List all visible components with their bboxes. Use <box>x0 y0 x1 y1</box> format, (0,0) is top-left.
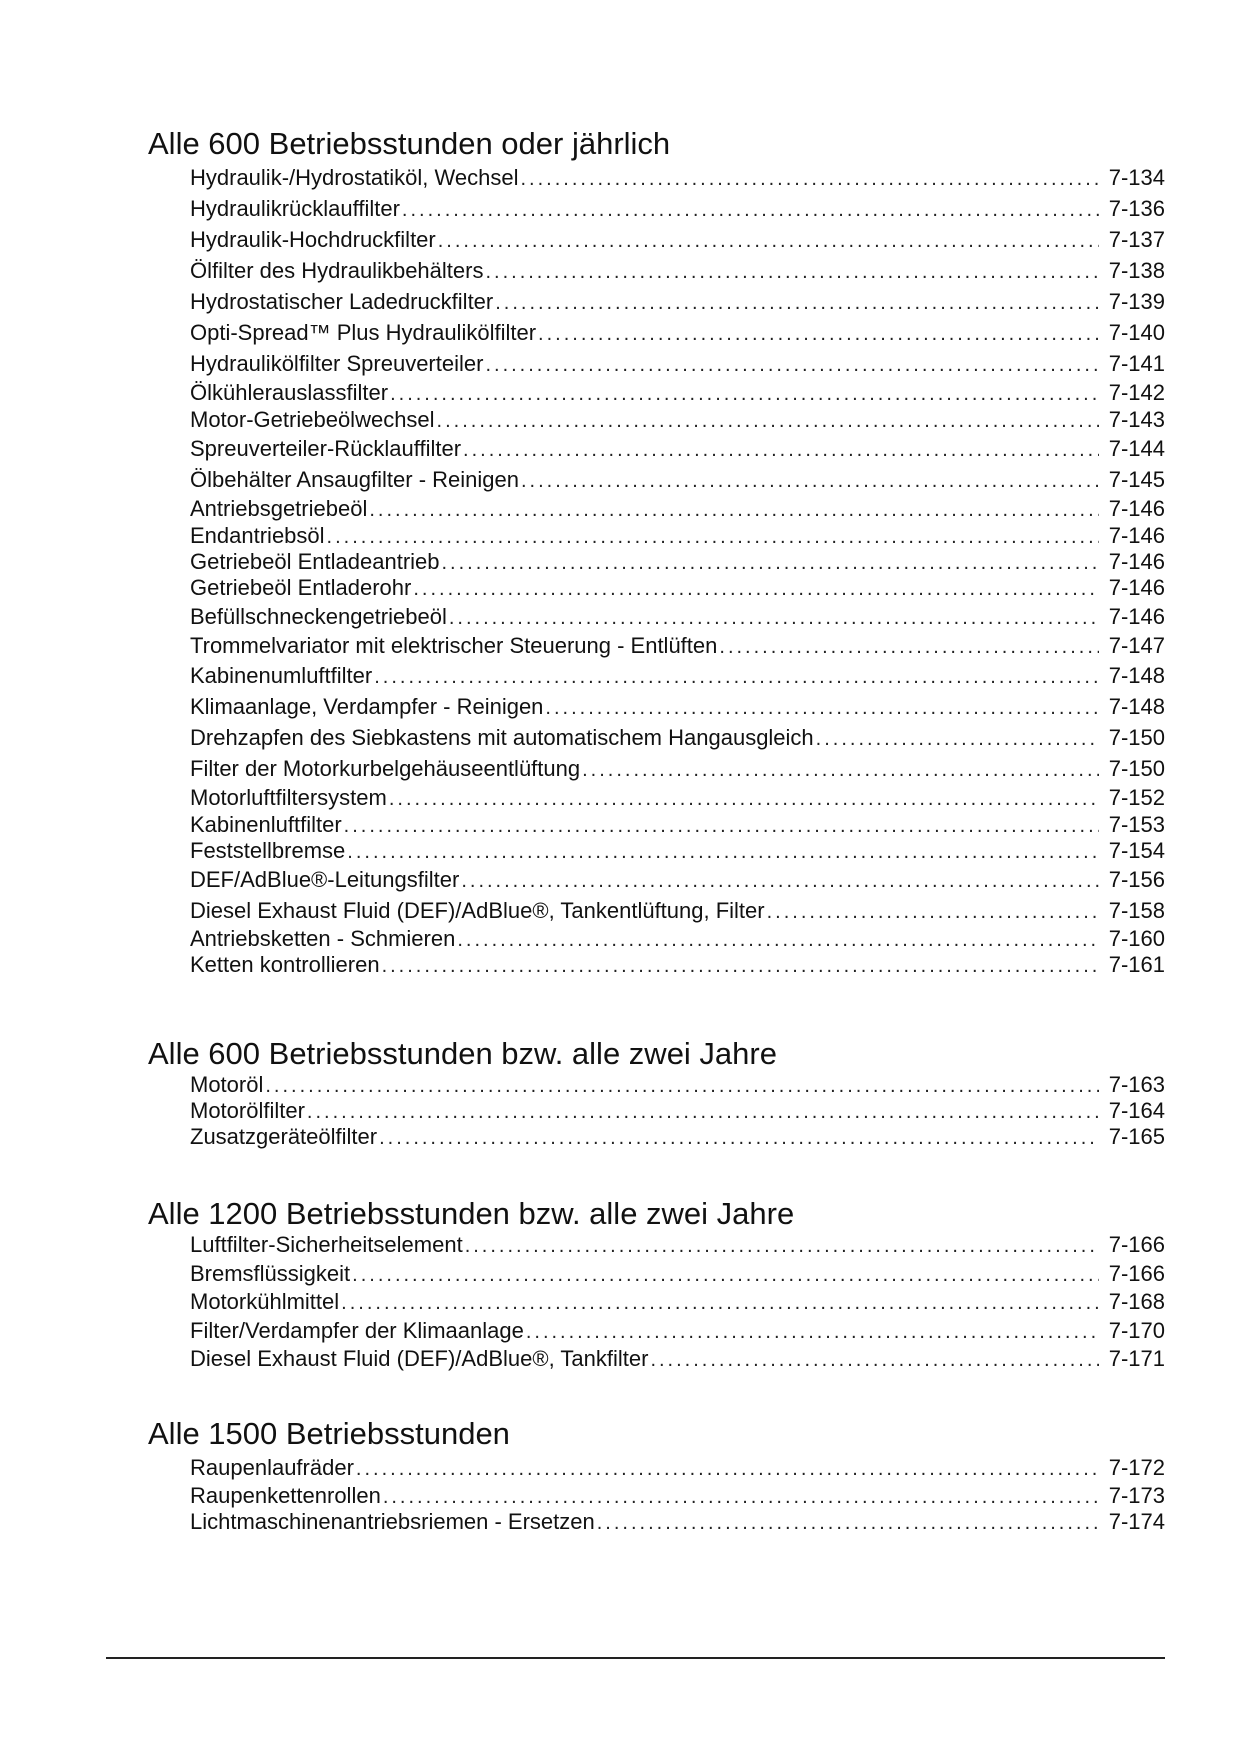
toc-entry[interactable] <box>190 1289 1165 1315</box>
toc-entry-page-number: 7-166 <box>1108 1232 1165 1257</box>
toc-entry[interactable] <box>190 660 1165 691</box>
toc-entry-page-number: 7-173 <box>1108 1483 1165 1508</box>
toc-entry-title: Hydraulikrücklauffilter <box>190 196 400 221</box>
toc-entry[interactable] <box>190 317 1165 348</box>
dot-leader <box>402 195 1099 226</box>
dot-leader <box>767 897 1099 928</box>
toc-entry-page-number: 7-171 <box>1108 1346 1165 1371</box>
toc-entry-title: DEF/AdBlue®-Leitungsfilter <box>190 867 460 892</box>
toc-entry[interactable] <box>190 407 1165 433</box>
toc-entry[interactable] <box>190 1232 1165 1258</box>
toc-entry-page-number: 7-163 <box>1108 1072 1165 1097</box>
toc-entry-title: Ölkühlerauslassfilter <box>190 380 389 405</box>
toc-entry[interactable] <box>190 255 1165 286</box>
toc-entry-page-number: 7-152 <box>1108 785 1165 810</box>
dot-leader <box>374 662 1099 693</box>
toc-entry[interactable] <box>190 224 1165 255</box>
dot-leader <box>389 785 1099 813</box>
toc-entry-page-number: 7-139 <box>1108 289 1165 314</box>
toc-list <box>148 1232 1165 1372</box>
toc-entry-title: Raupenkettenrollen <box>190 1483 381 1508</box>
dot-leader <box>538 319 1099 350</box>
toc-entry-page-number: 7-142 <box>1108 380 1165 405</box>
toc-entry-page-number: 7-154 <box>1108 838 1165 863</box>
dot-leader <box>352 1260 1099 1291</box>
toc-entry[interactable] <box>190 1315 1165 1346</box>
toc-entry-page-number: 7-174 <box>1108 1509 1165 1534</box>
toc-entry[interactable] <box>190 1098 1165 1124</box>
toc-entry-page-number: 7-145 <box>1108 467 1165 492</box>
toc-entry-page-number: 7-166 <box>1108 1261 1165 1286</box>
dot-leader <box>341 1290 1099 1316</box>
toc-entry[interactable] <box>190 433 1165 464</box>
toc-section-600h-yearly <box>148 126 1165 978</box>
toc-entry[interactable] <box>190 1124 1165 1150</box>
dot-leader <box>461 866 1099 897</box>
toc-section-600h-two-years <box>148 1036 1165 1150</box>
toc-section-1500h <box>148 1416 1165 1535</box>
toc-entry-page-number: 7-161 <box>1108 952 1165 977</box>
toc-entry-page-number: 7-146 <box>1108 496 1165 521</box>
toc-entry[interactable] <box>190 1483 1165 1509</box>
toc-entry-page-number: 7-137 <box>1108 227 1165 252</box>
dot-leader <box>545 693 1099 724</box>
toc-list <box>148 1072 1165 1150</box>
dot-leader <box>650 1347 1099 1373</box>
toc-entry-page-number: 7-147 <box>1108 633 1165 658</box>
dot-leader <box>369 496 1099 524</box>
toc-entry-page-number: 7-165 <box>1108 1124 1165 1149</box>
toc-entry-title: Opti-Spread™ Plus Hydraulikölfilter <box>190 320 537 345</box>
dot-leader <box>582 755 1099 786</box>
toc-entry-title: Motorölfilter <box>190 1098 305 1123</box>
toc-entry[interactable] <box>190 895 1165 926</box>
section-heading: Alle 600 Betriebsstunden oder jährlich <box>148 126 671 161</box>
toc-entry-page-number: 7-164 <box>1108 1098 1165 1123</box>
dot-leader <box>495 288 1099 319</box>
dot-leader <box>816 724 1099 755</box>
toc-entry[interactable] <box>190 286 1165 317</box>
dot-leader <box>520 164 1099 195</box>
toc-entry-title: Drehzapfen des Siebkastens mit automatischem Hangausgleich <box>190 725 814 750</box>
toc-entry-page-number: 7-141 <box>1108 351 1165 376</box>
dot-leader <box>307 1099 1099 1125</box>
dot-leader <box>465 1233 1099 1259</box>
toc-entry-page-number: 7-168 <box>1108 1289 1165 1314</box>
toc-entry-title: Hydrostatischer Ladedruckfilter <box>190 289 494 314</box>
toc-entry-page-number: 7-170 <box>1108 1318 1165 1343</box>
toc-entry-title: Motor-Getriebeölwechsel <box>190 407 435 432</box>
toc-entry[interactable] <box>190 1072 1165 1098</box>
toc-entry-title: Motoröl <box>190 1072 264 1097</box>
toc-entry[interactable] <box>190 601 1165 632</box>
dot-leader <box>526 1317 1099 1348</box>
dot-leader <box>485 350 1099 381</box>
dot-leader <box>719 633 1099 661</box>
toc-entry-title: Lichtmaschinenantriebsriemen - Ersetzen <box>190 1509 595 1534</box>
toc-entry[interactable] <box>190 523 1165 549</box>
toc-entry-title: Befüllschneckengetriebeöl <box>190 604 447 629</box>
toc-entry-title: Raupenlaufräder <box>190 1455 354 1480</box>
dot-leader <box>327 524 1099 550</box>
toc-entry-page-number: 7-156 <box>1108 867 1165 892</box>
toc-entry-page-number: 7-146 <box>1108 575 1165 600</box>
toc-entry-page-number: 7-146 <box>1108 523 1165 548</box>
toc-entry[interactable] <box>190 193 1165 224</box>
toc-entry-page-number: 7-172 <box>1108 1455 1165 1480</box>
toc-entry-title: Getriebeöl Entladerohr <box>190 575 412 600</box>
dot-leader <box>356 1454 1099 1485</box>
dot-leader <box>344 813 1099 839</box>
section-heading: Alle 1500 Betriebsstunden <box>148 1416 510 1451</box>
toc-entry[interactable] <box>190 753 1165 784</box>
toc-entry-page-number: 7-146 <box>1108 604 1165 629</box>
toc-entry-page-number: 7-153 <box>1108 812 1165 837</box>
toc-list <box>148 162 1165 978</box>
toc-entry[interactable] <box>190 495 1165 523</box>
toc-entry[interactable] <box>190 549 1165 575</box>
dot-leader <box>382 953 1099 979</box>
dot-leader <box>265 1073 1099 1099</box>
toc-entry-title: Ölbehälter Ansaugfilter - Reinigen <box>190 467 519 492</box>
footer-divider <box>106 1657 1165 1659</box>
toc-entry-title: Ketten kontrollieren <box>190 952 380 977</box>
toc-entry-title: Getriebeöl Entladeantrieb <box>190 549 440 574</box>
dot-leader <box>437 408 1099 434</box>
dot-leader <box>449 603 1099 634</box>
toc-entry-title: Luftfilter-Sicherheitselement <box>190 1232 463 1257</box>
toc-entry-title: Trommelvariator mit elektrischer Steuerung - Entlüften <box>190 633 718 658</box>
section-heading: Alle 1200 Betriebsstunden bzw. alle zwei Jahre <box>148 1196 795 1231</box>
toc-entry[interactable] <box>190 691 1165 722</box>
toc-entry-title: Hydraulik-/Hydrostatiköl, Wechsel <box>190 165 519 190</box>
dot-leader <box>597 1510 1099 1536</box>
toc-entry-page-number: 7-143 <box>1108 407 1165 432</box>
toc-entry[interactable] <box>190 575 1165 601</box>
dot-leader <box>383 1484 1099 1510</box>
toc-entry-title: Kabinenluftfilter <box>190 812 342 837</box>
toc-entry[interactable] <box>190 379 1165 407</box>
toc-entry-page-number: 7-138 <box>1108 258 1165 283</box>
toc-entry-title: Endantriebsöl <box>190 523 325 548</box>
toc-list <box>148 1452 1165 1535</box>
toc-entry[interactable] <box>190 864 1165 895</box>
toc-entry[interactable] <box>190 926 1165 952</box>
toc-entry[interactable] <box>190 1258 1165 1289</box>
toc-entry-page-number: 7-134 <box>1108 165 1165 190</box>
toc-entry-title: Antriebsgetriebeöl <box>190 496 368 521</box>
toc-entry-title: Hydraulik-Hochdruckfilter <box>190 227 436 252</box>
toc-entry-page-number: 7-158 <box>1108 898 1165 923</box>
section-heading: Alle 600 Betriebsstunden bzw. alle zwei Jahre <box>148 1036 777 1071</box>
toc-entry-title: Bremsflüssigkeit <box>190 1261 351 1286</box>
toc-entry-page-number: 7-146 <box>1108 549 1165 574</box>
toc-entry[interactable] <box>190 784 1165 812</box>
toc-entry-title: Kabinenumluftfilter <box>190 663 373 688</box>
toc-entry-page-number: 7-148 <box>1108 663 1165 688</box>
toc-entry[interactable] <box>190 1452 1165 1483</box>
toc-section-1200h-two-years <box>148 1196 1165 1372</box>
toc-entry-title: Motorkühlmittel <box>190 1289 340 1314</box>
toc-entry-title: Ölfilter des Hydraulikbehälters <box>190 258 484 283</box>
toc-entry-title: Diesel Exhaust Fluid (DEF)/AdBlue®, Tankentlüftung, Filter <box>190 898 765 923</box>
dot-leader <box>457 927 1099 953</box>
toc-entry-page-number: 7-140 <box>1108 320 1165 345</box>
dot-leader <box>413 576 1099 602</box>
dot-leader <box>390 380 1099 408</box>
dot-leader <box>442 550 1100 576</box>
dot-leader <box>438 226 1099 257</box>
toc-entry[interactable] <box>190 162 1165 193</box>
toc-entry-title: Filter der Motorkurbelgehäuseentlüftung <box>190 756 581 781</box>
toc-entry[interactable] <box>190 838 1165 864</box>
dot-leader <box>379 1125 1099 1151</box>
toc-entry-title: Klimaanlage, Verdampfer - Reinigen <box>190 694 544 719</box>
toc-entry-page-number: 7-144 <box>1108 436 1165 461</box>
toc-entry[interactable] <box>190 1346 1165 1372</box>
toc-entry[interactable] <box>190 632 1165 660</box>
toc-entry[interactable] <box>190 464 1165 495</box>
dot-leader <box>463 435 1099 466</box>
dot-leader <box>521 466 1099 497</box>
toc-entry-page-number: 7-148 <box>1108 694 1165 719</box>
dot-leader <box>485 257 1099 288</box>
toc-entry[interactable] <box>190 952 1165 978</box>
toc-entry-page-number: 7-150 <box>1108 725 1165 750</box>
toc-entry-title: Diesel Exhaust Fluid (DEF)/AdBlue®, Tankfilter <box>190 1346 649 1371</box>
toc-entry-title: Feststellbremse <box>190 838 346 863</box>
toc-entry[interactable] <box>190 348 1165 379</box>
toc-entry[interactable] <box>190 812 1165 838</box>
dot-leader <box>347 839 1099 865</box>
toc-entry-page-number: 7-136 <box>1108 196 1165 221</box>
toc-entry-title: Hydraulikölfilter Spreuverteiler <box>190 351 484 376</box>
toc-entry-title: Antriebsketten - Schmieren <box>190 926 456 951</box>
toc-entry-title: Motorluftfiltersystem <box>190 785 387 810</box>
toc-entry-title: Zusatzgeräteölfilter <box>190 1124 378 1149</box>
toc-entry-title: Spreuverteiler-Rücklauffilter <box>190 436 462 461</box>
toc-entry-title: Filter/Verdampfer der Klimaanlage <box>190 1318 524 1343</box>
toc-entry[interactable] <box>190 722 1165 753</box>
toc-entry-page-number: 7-160 <box>1108 926 1165 951</box>
toc-entry[interactable] <box>190 1509 1165 1535</box>
toc-entry-page-number: 7-150 <box>1108 756 1165 781</box>
